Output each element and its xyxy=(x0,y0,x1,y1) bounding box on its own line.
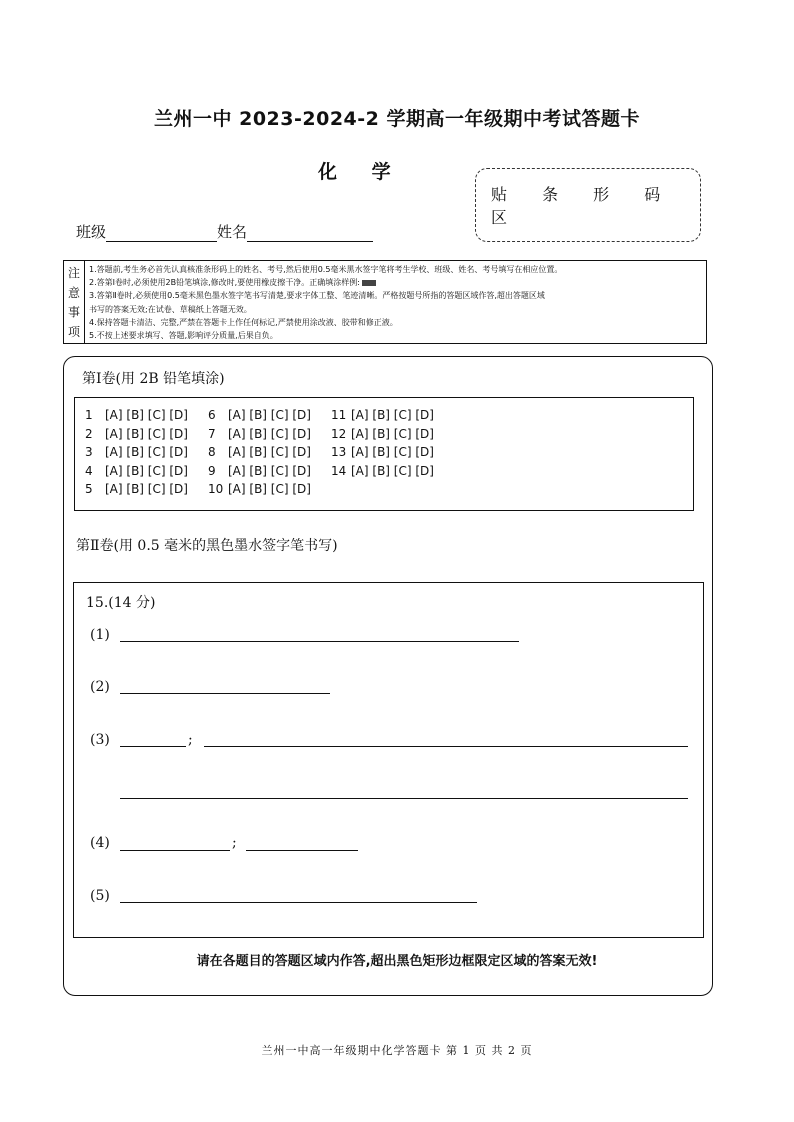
mc-options: [A] [B] [C] [D] xyxy=(228,408,311,422)
mc-options: [A] [B] [C] [D] xyxy=(228,426,311,441)
mc-options: [A] [B] [C] [D] xyxy=(351,426,434,441)
notice-heading-char: 注 xyxy=(67,266,80,281)
answer-line-3a[interactable] xyxy=(120,746,186,747)
notice-item xyxy=(89,276,702,289)
sub-question-label: (5) xyxy=(90,888,110,904)
mc-options: [A] [B] [C] [D] xyxy=(228,482,311,496)
multiple-choice-grid xyxy=(85,408,454,501)
question-15-heading: 15.(14 分) xyxy=(86,595,156,611)
notice-item: 4.保持答题卡清洁、完整,严禁在答题卡上作任何标记,严禁使用涂改液、胶带和修正液。 xyxy=(89,317,398,327)
notice-list xyxy=(89,263,702,342)
mc-number: 6 xyxy=(208,408,216,422)
barcode-area xyxy=(475,168,701,242)
notice-item: 5.不按上述要求填写、答题,影响评分质量,后果自负。 xyxy=(89,331,278,341)
answer-line-1[interactable] xyxy=(120,641,519,642)
multiple-choice-box xyxy=(74,397,694,511)
page-title: 兰州一中 2023-2024-2 学期高一年级期中考试答题卡 xyxy=(154,108,640,130)
mc-row xyxy=(85,408,454,427)
mc-item[interactable] xyxy=(85,408,208,422)
mc-row xyxy=(85,482,454,501)
mc-number: 1 xyxy=(85,408,93,422)
mc-number: 3 xyxy=(85,445,93,459)
answer-line-3c[interactable] xyxy=(120,798,688,799)
mc-row xyxy=(85,427,454,446)
mc-number: 13 xyxy=(331,445,347,459)
mc-item[interactable] xyxy=(208,464,331,478)
mc-number: 4 xyxy=(85,463,93,478)
sub-question-label: (3) xyxy=(90,732,110,748)
mc-number: 2 xyxy=(85,426,93,441)
class-field[interactable] xyxy=(106,225,217,242)
mc-number: 12 xyxy=(331,426,347,441)
filled-bubble-sample-icon xyxy=(362,280,376,286)
sub-question-label: (4) xyxy=(90,835,110,851)
mc-item[interactable] xyxy=(331,427,454,441)
mc-item[interactable] xyxy=(85,445,208,459)
separator: ; xyxy=(232,835,237,851)
mc-options: [A] [B] [C] [D] xyxy=(228,445,311,459)
part2-title: 第Ⅱ卷(用 0.5 毫米的黑色墨水签字笔书写) xyxy=(76,538,338,554)
mc-item[interactable] xyxy=(331,464,454,478)
answer-line-3b[interactable] xyxy=(204,746,688,747)
name-label: 姓名 xyxy=(217,223,248,241)
mc-options: [A] [B] [C] [D] xyxy=(105,463,188,478)
mc-options: [A] [B] [C] [D] xyxy=(105,408,188,422)
mc-options: [A] [B] [C] [D] xyxy=(105,482,188,496)
notice-box xyxy=(63,260,707,344)
mc-item[interactable] xyxy=(331,445,454,459)
sub-question-label: (1) xyxy=(90,627,110,643)
mc-options: [A] [B] [C] [D] xyxy=(351,408,434,422)
mc-number: 5 xyxy=(85,482,93,496)
mc-options: [A] [B] [C] [D] xyxy=(351,445,434,459)
question-15-box xyxy=(73,582,704,938)
page-footer: 兰州一中高一年级期中化学答题卡 第 1 页 共 2 页 xyxy=(261,1044,533,1057)
notice-item: 3.答第Ⅱ卷时,必须使用0.5毫米黑色墨水签字笔书写清楚,要求字体工整、笔迹清晰。严格按题号所指的答题区域作答,超出答题区域 xyxy=(89,291,545,301)
notice-item-text: 2.答第Ⅰ卷时,必须使用2B铅笔填涂,修改时,要使用橡皮擦干净。正确填涂样例: xyxy=(89,278,360,288)
mc-item[interactable] xyxy=(85,482,208,496)
mc-item[interactable] xyxy=(85,427,208,441)
mc-item[interactable] xyxy=(208,408,331,422)
mc-options: [A] [B] [C] [D] xyxy=(351,463,434,478)
answer-line-5[interactable] xyxy=(120,902,477,903)
mc-number: 10 xyxy=(208,482,224,496)
mc-options: [A] [B] [C] [D] xyxy=(105,445,188,459)
mc-number: 11 xyxy=(331,408,347,422)
answer-line-4a[interactable] xyxy=(120,850,230,851)
answer-line-4b[interactable] xyxy=(246,850,358,851)
answer-area-warning: 请在各题目的答题区域内作答,超出黑色矩形边框限定区域的答案无效! xyxy=(196,954,598,969)
mc-row xyxy=(85,464,454,483)
name-field[interactable] xyxy=(247,225,373,242)
mc-row xyxy=(85,445,454,464)
mc-number: 14 xyxy=(331,463,347,478)
notice-heading xyxy=(64,261,85,343)
barcode-label: 贴 条 形 码 区 xyxy=(491,185,676,227)
mc-item[interactable] xyxy=(85,464,208,478)
separator: ; xyxy=(188,732,193,748)
mc-number: 7 xyxy=(208,426,216,441)
mc-options: [A] [B] [C] [D] xyxy=(228,463,311,478)
notice-heading-char: 事 xyxy=(67,305,80,320)
part1-title: 第Ⅰ卷(用 2B 铅笔填涂) xyxy=(82,371,225,387)
subject-title: 化 学 xyxy=(318,161,405,183)
mc-number: 9 xyxy=(208,463,216,478)
mc-item[interactable] xyxy=(208,482,331,496)
notice-heading-char: 意 xyxy=(67,285,80,300)
answer-line-2[interactable] xyxy=(120,693,330,694)
class-label: 班级 xyxy=(76,223,107,241)
notice-item: 1.答题前,考生务必首先认真核准条形码上的姓名、考号,然后使用0.5毫米黑水签字笔将考生学校、班级、姓名、考号填写在相应位置。 xyxy=(89,265,563,274)
mc-item[interactable] xyxy=(331,408,454,422)
sub-question-label: (2) xyxy=(90,679,110,695)
notice-item: 书写的答案无效;在试卷、草稿纸上答题无效。 xyxy=(89,304,252,314)
mc-number: 8 xyxy=(208,445,216,459)
mc-item[interactable] xyxy=(208,445,331,459)
mc-options: [A] [B] [C] [D] xyxy=(105,426,188,441)
student-info-line xyxy=(76,221,373,242)
notice-heading-char: 项 xyxy=(67,324,80,339)
mc-item[interactable] xyxy=(208,427,331,441)
